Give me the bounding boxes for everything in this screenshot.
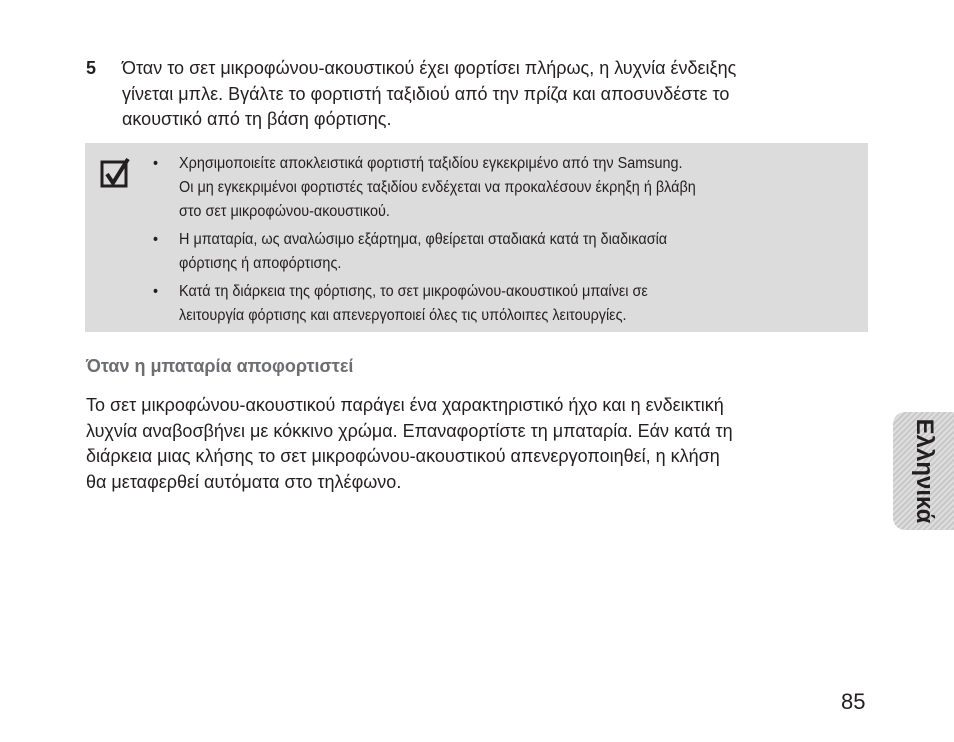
section-heading: Όταν η μπαταρία αποφορτιστεί bbox=[86, 356, 354, 376]
text-line: Χρησιμοποιείτε αποκλειστικά φορτιστή ταξιδίου εγκεκριμένο από την Samsung. bbox=[179, 155, 683, 172]
text-line: Όταν το σετ μικροφώνου-ακουστικού έχει φορτίσει πλήρως, η λυχνία ένδειξης bbox=[122, 58, 737, 78]
section-paragraph bbox=[86, 393, 733, 495]
checkbox-checked-icon bbox=[100, 158, 130, 188]
language-tab-label: Ελληνικά bbox=[910, 418, 938, 524]
step-number: 5 bbox=[86, 58, 97, 78]
note-item bbox=[153, 228, 696, 276]
bullet-icon: • bbox=[153, 283, 159, 300]
step-text bbox=[122, 56, 736, 133]
text-line: Η μπαταρία, ως αναλώσιμο εξάρτημα, φθείρεται σταδιακά κατά τη διαδικασία bbox=[179, 231, 668, 248]
text-line: φόρτισης ή αποφόρτισης. bbox=[179, 255, 342, 272]
text-line: θα μεταφερθεί αυτόματα στο τηλέφωνο. bbox=[86, 471, 402, 492]
text-line: λυχνία αναβοσβήνει με κόκκινο χρώμα. Επαναφορτίστε τη μπαταρία. Εάν κατά τη bbox=[86, 420, 733, 441]
text-line: ακουστικό από τη βάση φόρτισης. bbox=[122, 109, 392, 129]
note-box bbox=[85, 143, 868, 332]
language-side-tab bbox=[893, 412, 954, 530]
text-line: λειτουργία φόρτισης και απενεργοποιεί όλες τις υπόλοιπες λειτουργίες. bbox=[179, 307, 627, 324]
text-line: γίνεται μπλε. Βγάλτε το φορτιστή ταξιδιού από την πρίζα και αποσυνδέστε το bbox=[122, 83, 730, 104]
note-list bbox=[153, 152, 696, 332]
bullet-icon: • bbox=[153, 155, 159, 172]
text-line: Το σετ μικροφώνου-ακουστικού παράγει ένα χαρακτηριστικό ήχο και η ενδεικτική bbox=[86, 395, 724, 415]
text-line: διάρκεια μιας κλήσης το σετ μικροφώνου-ακουστικού απενεργοποιηθεί, η κλήση bbox=[86, 446, 720, 466]
page-number: 85 bbox=[841, 689, 866, 714]
note-item bbox=[153, 152, 696, 224]
bullet-icon: • bbox=[153, 231, 159, 248]
text-line: στο σετ μικροφώνου-ακουστικού. bbox=[179, 203, 390, 220]
text-line: Οι μη εγκεκριμένοι φορτιστές ταξιδίου ενδέχεται να προκαλέσουν έκρηξη ή βλάβη bbox=[179, 179, 696, 196]
note-item bbox=[153, 280, 696, 328]
text-line: Κατά τη διάρκεια της φόρτισης, το σετ μικροφώνου-ακουστικού μπαίνει σε bbox=[179, 283, 648, 300]
